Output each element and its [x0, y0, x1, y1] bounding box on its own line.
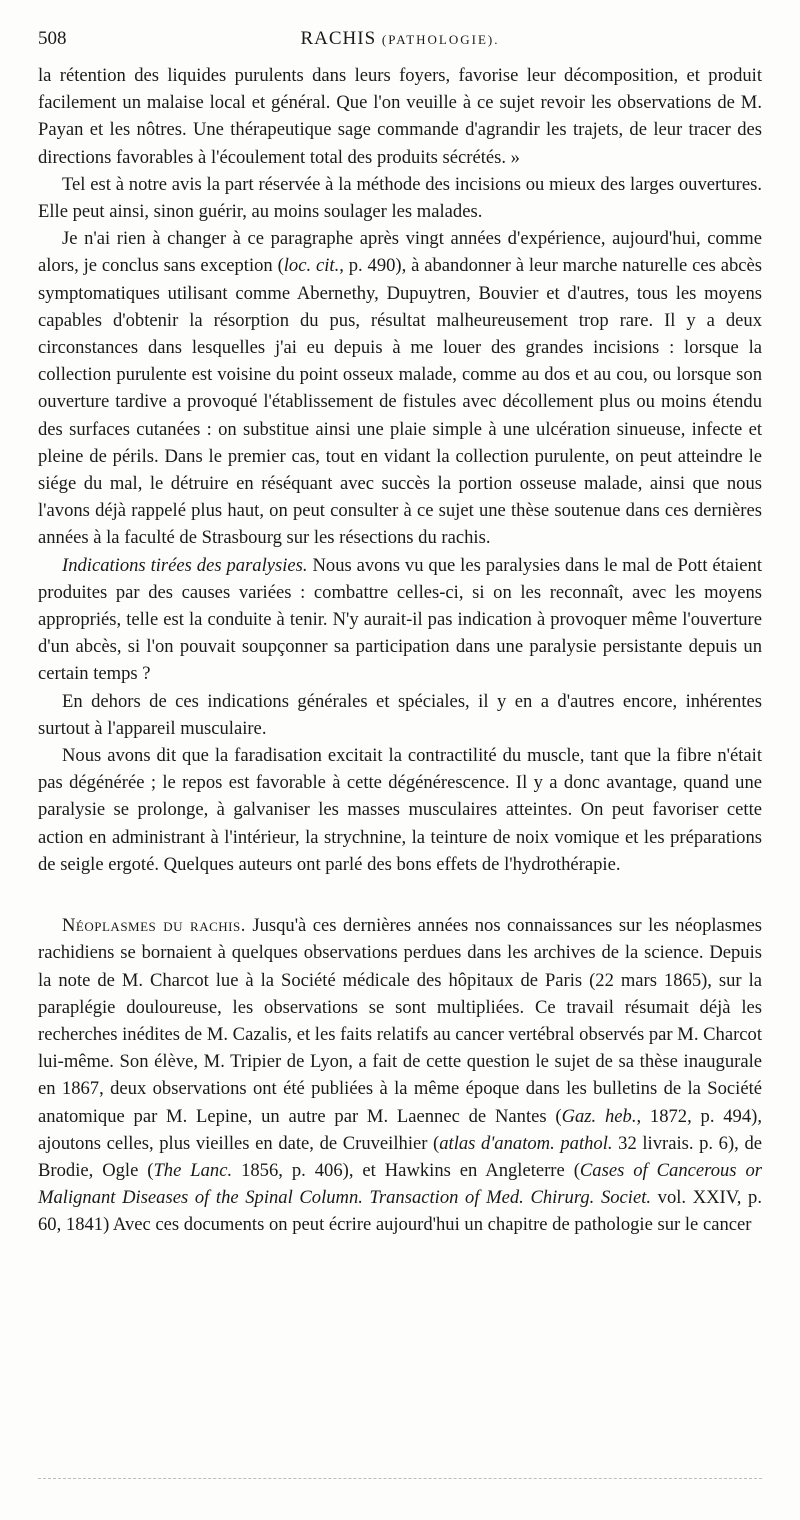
citation-italic: loc. cit.	[283, 255, 340, 277]
footer-rule	[38, 1478, 762, 1479]
citation-italic: Gaz. heb.	[561, 1105, 637, 1127]
section-text: Jusqu'à ces dernières années nos connaissances sur les néoplasmes rachidiens se bornaient à quelques observations perdues dans les archives de la science. Depuis la note de M. Charcot lue à la Société médicale des hôpitaux de Paris (22 mars 1865), sur la paraplégie douloureuse, les observations se sont multipliées. Ce travail résumait déjà les recherches inédites de M. Cazalis, et les faits relatifs au cancer vertébral observés par M. Charcot lui-même. Son élève, M. Tripier de Lyon, a fait de cette question le sujet de sa thèse inaugurale en 1867, deux observations ont été publiées à la même époque dans les bulletins de la Société anatomique par M. Lepine, un autre par M. Laennec de Nantes (	[38, 915, 762, 1127]
running-title: RACHIS	[300, 28, 377, 49]
page-header	[38, 28, 762, 58]
paragraph-text: Je n'ai rien à changer à ce paragraphe après vingt années d'expérience, aujourd'hui, comme alors, je conclus sans exception (	[38, 228, 762, 277]
section-text: vol. XXIV, p. 60, 1841) Avec ces documents on peut écrire aujourd'hui un chapitre de pathologie sur le cancer	[38, 1187, 763, 1236]
subsection-heading: Indications tirées des paralysies.	[62, 554, 308, 576]
citation-italic: atlas d'anatom. pathol.	[439, 1132, 613, 1154]
paragraph-incisions: Tel est à notre avis la part réservée à la méthode des incisions ou mieux des larges ouvertures. Elle peut ainsi, sinon guérir, au moins soulager les malades.	[38, 173, 762, 223]
section-text: 32 livrais. p. 6), de Brodie, Ogle (	[38, 1132, 762, 1181]
section-text: , 1872, p. 494), ajoutons celles, plus vieilles en date, de Cruveilhier (	[38, 1105, 762, 1154]
body-text	[38, 62, 762, 1239]
section-heading: Néoplasmes du rachis.	[62, 915, 246, 937]
page-number: 508	[38, 28, 67, 49]
citation-italic: Cases of Cancerous or Malignant Diseases of the Spinal Column. Transaction of Med. Chirurg. Societ.	[38, 1159, 762, 1209]
paragraph-experience	[38, 225, 762, 551]
paragraph-indications: En dehors de ces indications générales et spéciales, il y en a d'autres encore, inhérentes surtout à l'appareil musculaire.	[38, 690, 762, 739]
section-text: 1856, p. 406), et Hawkins en Angleterre (	[232, 1159, 580, 1181]
running-subtitle: (PATHOLOGIE).	[381, 32, 500, 47]
running-head	[38, 28, 762, 50]
paragraph-faradisation: Nous avons dit que la faradisation excitait la contractilité du muscle, tant que la fibre n'était pas dégénérée ; le repos est favorable à cette dégénérescence. Il y a donc avantage, quand une paralysie se prolonge, à galvaniser les masses musculaires atteintes. On peut favoriser cette action en administrant à l'intérieur, la strychnine, la teinture de noix vomique et les préparations de seigle ergoté. Quelques auteurs ont parlé des bons effets de l'hydrothérapie.	[38, 745, 762, 875]
paragraph-text: Nous avons vu que les paralysies dans le mal de Pott étaient produites par des causes variées : combattre celles-ci, si on les reconnaît, avec les moyens appropriés, telle est la conduite à tenir. N'y aurait-il pas indication à provoquer même l'ouverture d'un abcès, si l'on pouvait soupçonner sa participation dans une paralysie persistante depuis un certain temps ?	[38, 554, 762, 685]
citation-italic: The Lanc.	[153, 1159, 233, 1181]
paragraph-paralysies	[38, 552, 762, 688]
paragraph-text: , p. 490), à abandonner à leur marche naturelle ces abcès symptomatiques utilisant comme Abernethy, Dupuytren, Bouvier et d'autres, tous les moyens capables d'obtenir la résorption du pus, résultat malheureusement trop rare. Il y a deux circonstances dans lesquelles j'ai eu depuis à me louer des grandes incisions : lorsque la collection purulente est voisine du point osseux malade, comme au dos et au cou, ou lorsque son ouverture tardive a provoqué l'établissement de fistules avec décollement plus ou moins étendu des surfaces cutanées : on substitue ainsi une plaie simple à une ulcération sinueuse, infecte et pleine de périls. Dans le premier cas, tout en vidant la collection purulente, on peut atteindre le siége du mal, le détruire en réséquant avec succès la portion osseuse malade, ainsi que nous l'avons déjà rappelé plus haut, on peut consulter à ce sujet une thèse soutenue dans ces dernières années à la faculté de Strasbourg sur les résections du rachis.	[38, 255, 762, 549]
paragraph-continuation: la rétention des liquides purulents dans leurs foyers, favorise leur décomposition, et produit facilement un malaise local et général. Que l'on veuille à ce sujet revoir les observations de M. Payan et les nôtres. Une thérapeutique sage commande d'agrandir les trajets, de leur tracer des directions favorables à l'écoulement total des produits sécrétés. »	[38, 65, 762, 168]
section-neoplasmes	[38, 912, 762, 1238]
